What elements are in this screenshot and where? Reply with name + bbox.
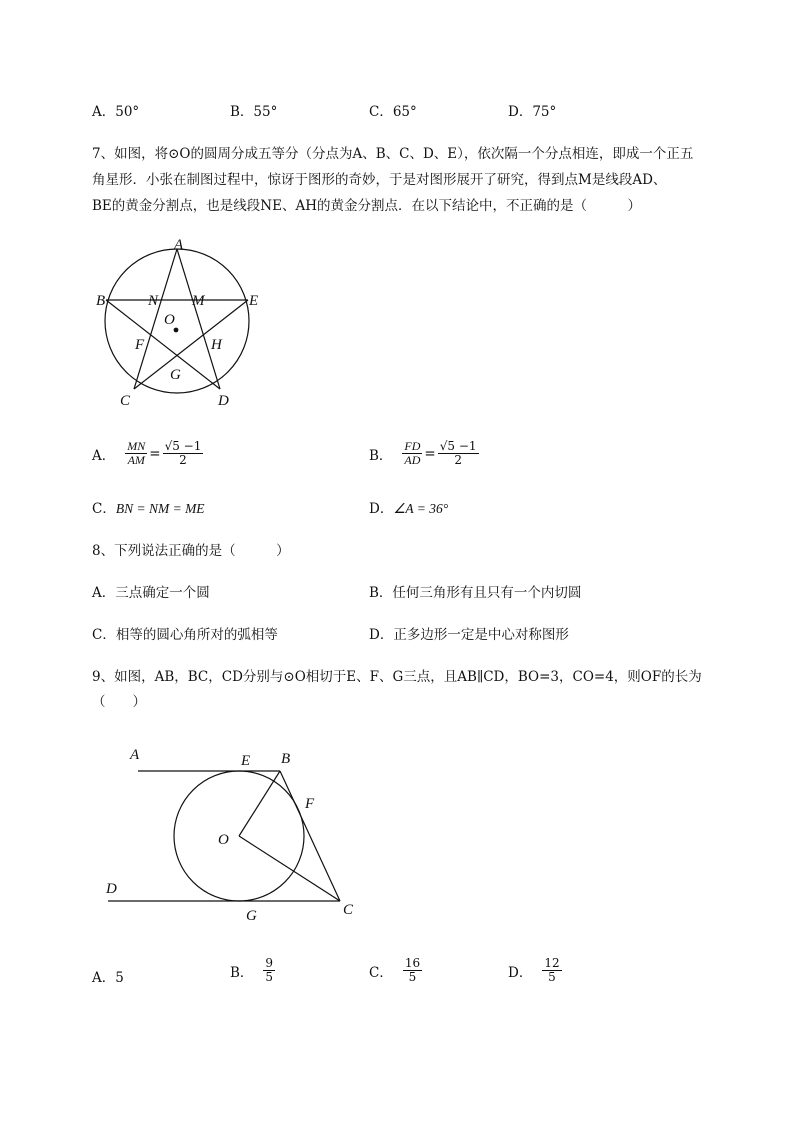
label-f: F [305, 796, 315, 812]
option-text: 50° [115, 104, 140, 120]
q7-option-d[interactable] [369, 497, 448, 517]
segment-ob [239, 771, 280, 836]
q7-option-b[interactable] [369, 440, 479, 467]
fraction-golden-ratio [163, 440, 204, 467]
fraction [403, 957, 422, 984]
q6-option-a[interactable] [92, 100, 139, 120]
segment-ad [177, 249, 220, 389]
q8-option-c[interactable]: C．相等的圆心角所对的弧相等 [92, 627, 278, 643]
option-text: 75° [532, 104, 557, 120]
label-h: H [211, 337, 222, 353]
q9-option-b[interactable] [230, 957, 275, 984]
option-letter: A． [92, 970, 116, 986]
q8-option-d[interactable]: D．正多边形一定是中心对称图形 [369, 627, 569, 643]
label-m: M [192, 293, 205, 309]
option-letter: D． [369, 501, 394, 517]
label-c: C [343, 902, 354, 918]
fraction-mn-am [125, 440, 147, 467]
option-letter: C． [369, 104, 393, 120]
label-b: B [281, 751, 291, 767]
segment-bd [106, 300, 220, 389]
q6-option-c[interactable] [369, 100, 417, 120]
q8-option-b[interactable]: B．任何三角形有且只有一个内切圆 [369, 585, 582, 601]
option-letter: A． [92, 104, 116, 120]
option-letter: B． [230, 104, 254, 120]
q7-stem-line2: 角星形．小张在制图过程中，惊讶于图形的奇妙，于是对图形展开了研究，得到点M是线段AD、 [92, 172, 667, 188]
option-text: ∠A = 36° [393, 501, 449, 516]
option-letter: C． [92, 501, 116, 517]
label-c: C [120, 393, 131, 409]
option-text: BN = NM = ME [115, 501, 205, 516]
numerator: √5 −1 [439, 439, 477, 453]
label-b: B [96, 293, 106, 309]
denominator: AD [404, 453, 421, 467]
numerator: MN [127, 439, 146, 453]
option-text: 65° [392, 104, 417, 120]
q6-option-b[interactable] [230, 100, 277, 120]
denominator: 5 [548, 970, 556, 984]
label-e: E [249, 293, 259, 309]
q8-stem: 8、下列说法正确的是（ ） [92, 543, 290, 559]
option-letter: A． [92, 447, 116, 464]
q6-option-d[interactable] [508, 100, 556, 120]
numerator: 9 [265, 956, 274, 970]
fraction-golden-ratio [438, 440, 479, 467]
label-f: F [135, 337, 145, 353]
numerator: FD [404, 439, 421, 453]
center-point [174, 328, 179, 333]
q9-stem-line2: （ ） [92, 694, 146, 710]
option-text: 55° [253, 104, 278, 120]
q9-stem-line1: 9、如图，AB，BC，CD分别与⊙O相切于E、F、G三点，且AB∥CD，BO=3，CO=4，则OF的长为 [92, 669, 702, 685]
fraction-fd-ad [402, 440, 422, 467]
q7-stem-line1: 7、如图，将⊙O的圆周分成五等分（分点为A、B、C、D、E），依次隔一个分点相连，即成一个正五 [92, 146, 694, 162]
denominator: 2 [454, 453, 462, 467]
denominator: 2 [179, 453, 187, 467]
denominator: 5 [265, 970, 274, 984]
q9-tangent-figure [100, 740, 370, 930]
numerator: √5 −1 [164, 439, 202, 453]
label-e: E [241, 753, 251, 769]
option-letter: D． [508, 104, 533, 120]
q7-option-a[interactable] [92, 440, 203, 467]
q9-option-c[interactable] [369, 957, 422, 984]
q9-option-a[interactable] [92, 966, 124, 986]
denominator: AM [127, 453, 145, 467]
option-text: 5 [115, 970, 124, 986]
q7-option-c[interactable] [92, 497, 205, 517]
label-d: D [106, 881, 117, 897]
option-letter: B． [230, 964, 254, 981]
label-o: O [218, 832, 229, 848]
label-g: G [246, 908, 257, 924]
q7-stem-line3: BE的黄金分割点，也是线段NE、AH的黄金分割点．在以下结论中，不正确的是（ ） [92, 198, 641, 214]
q9-option-d[interactable] [508, 957, 562, 984]
q8-option-a[interactable]: A．三点确定一个圆 [92, 585, 210, 601]
denominator: 5 [408, 970, 417, 984]
numerator: 16 [404, 956, 421, 970]
fraction [542, 957, 561, 984]
option-letter: C． [369, 964, 393, 981]
numerator: 12 [544, 956, 560, 970]
q7-pentagram-figure [88, 232, 278, 414]
fraction [263, 957, 275, 984]
label-o: O [164, 312, 175, 328]
option-letter: B． [369, 447, 393, 464]
equals-sign: = [149, 445, 161, 462]
equals-sign: = [424, 445, 436, 462]
label-a: A [130, 747, 140, 763]
label-d: D [218, 393, 229, 409]
label-g: G [170, 367, 181, 383]
segment-ec [134, 300, 248, 389]
label-a: A [174, 237, 184, 253]
label-n: N [148, 293, 159, 309]
option-letter: D． [508, 964, 533, 981]
